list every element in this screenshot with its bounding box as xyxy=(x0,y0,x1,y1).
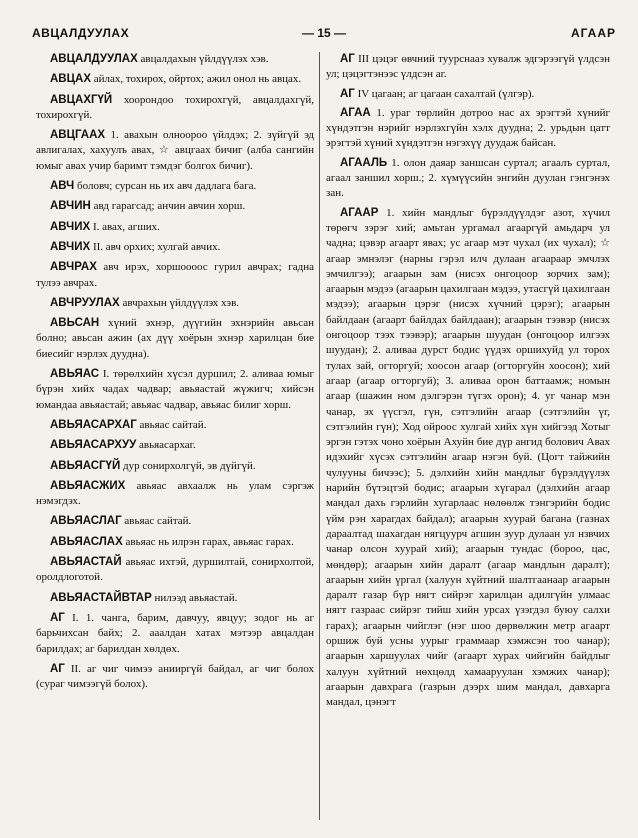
headword: АВЧРУУЛАХ xyxy=(50,296,120,309)
definition-text: II. авч орхих; хулгай авчих. xyxy=(90,240,221,253)
headword: АВЧ xyxy=(50,180,75,193)
definition-text: авьяас авхаалж нь улам сэргэж нэмэгдэх. xyxy=(36,479,314,508)
dictionary-entry xyxy=(36,128,314,174)
definition-text: авьяас ихтэй, дуршилтай, сонирхолтой, оролдлоготой. xyxy=(36,556,314,584)
headword: АВЦГААХ xyxy=(50,129,106,142)
headword: АГААЛЬ xyxy=(340,156,388,169)
dictionary-entry xyxy=(36,93,314,124)
headword: АВЬЯАСЛАГ xyxy=(50,515,122,528)
dictionary-entry xyxy=(36,662,314,693)
definition-text: хүний эхнэр, дүүгийн эхнэрийн авьсан болно; авьсан ажин (ах дүү хоёрын эхнэр харилцан бие биесийг нэрлэх дуудна). xyxy=(36,317,314,360)
column-divider xyxy=(319,52,320,820)
dictionary-entry xyxy=(36,199,314,214)
dictionary-entry xyxy=(36,611,314,657)
headword: АВЬЯАСЛАХ xyxy=(50,535,123,548)
dictionary-entry xyxy=(36,479,314,510)
headword: АВЬЯАСАРХУУ xyxy=(50,439,137,452)
definition-text: авч ирэх, хоршоооос гурил авчрах; гадна тулээ авчрах. xyxy=(36,261,314,289)
headword: АВЬЯАСГҮЙ xyxy=(50,459,121,472)
headword: АГАА xyxy=(340,106,371,119)
definition-text: авьяас нь илрэн гарах, авьяас гарах. xyxy=(122,535,294,548)
definition-text: дур сонирхолгүй, эв дүйгүй. xyxy=(120,459,256,472)
dictionary-entry xyxy=(36,459,314,474)
dictionary-entry xyxy=(326,52,610,83)
dictionary-entry xyxy=(36,52,314,67)
headword: АВЬСАН xyxy=(50,317,100,330)
dictionary-entry xyxy=(36,72,314,87)
page-header xyxy=(32,26,616,44)
definition-text: нилээд авьяастай. xyxy=(151,591,238,604)
definition-text: 1. олон даяар заншсан суртал; агаалъ суртал, агаал заншил хорш.; 2. хүмүүсийн энгийн дуулан гэнгэнэх зан. xyxy=(326,156,610,200)
headword: АВЬЯАСТАЙ xyxy=(50,556,122,569)
headword: АГ xyxy=(340,87,355,100)
headword: АГ xyxy=(50,662,65,675)
dictionary-entry xyxy=(36,514,314,529)
headword: АВЧИХ xyxy=(50,240,91,253)
dictionary-entry xyxy=(36,535,314,550)
dictionary-entry xyxy=(326,106,610,152)
headword: АГ xyxy=(340,53,355,65)
definition-text: III цэцэг өвчний туурснааз хувалж эдгэрээгүй үлдсэн ул; цэцэгтэнээс үлдсэн аг. xyxy=(326,53,610,81)
definition-text: хоорондоо тохирохгүй, авцалдахгүй, тохирохгүй. xyxy=(36,93,314,121)
left-column xyxy=(36,52,314,828)
definition-text: 1. авахын олноороо үйлдэх; 2. зүйгүй эд авлигалах, хахуулъ авах, ☆ авцгаах бичиг (алба сангийн юмыг авах учир баримт тэмдэг болгох бичиг). xyxy=(36,129,314,172)
dictionary-entry xyxy=(36,220,314,235)
definition-text: авьяас сайтай. xyxy=(121,515,192,528)
definition-text: I. авах, агших. xyxy=(90,220,160,233)
headword: АВЬЯАСАРХАГ xyxy=(50,418,137,431)
headword: АВЬЯАСЖИХ xyxy=(50,479,126,492)
headword: АВЧИХ xyxy=(50,220,91,233)
running-head-right: АГААР xyxy=(570,26,616,40)
headword: АВЬЯАС xyxy=(50,368,100,381)
dictionary-entry xyxy=(36,179,314,194)
dictionary-entry xyxy=(326,87,610,102)
headword: АВЦАХ xyxy=(50,73,91,86)
dictionary-entry xyxy=(36,240,314,255)
dictionary-entry xyxy=(36,418,314,433)
definition-text: авьяас сайтай. xyxy=(136,418,207,431)
dictionary-entry xyxy=(326,206,610,711)
headword: АГААР xyxy=(340,206,379,219)
definition-text: боловч; сурсан нь их авч дадлага бага. xyxy=(74,180,257,193)
definition-text: II. аг чиг чимээ анииргүй байдал, аг чиг болох (сураг чимээгүй болох). xyxy=(36,662,314,691)
headword: АВЦАЛДУУЛАХ xyxy=(50,53,138,65)
definition-text: IV цагаан; аг цагаан сахалтай (үлгэр). xyxy=(354,87,535,100)
definition-text: авьяасархаг. xyxy=(136,439,196,452)
definition-text: айлах, тохирох, ойртох; ажил онол нь авцах. xyxy=(91,73,302,86)
headword: АВЬЯАСТАЙВТАР xyxy=(50,591,152,604)
headword: АВЧИН xyxy=(50,200,91,213)
headword: АГ xyxy=(50,611,65,624)
dictionary-entry xyxy=(36,438,314,453)
dictionary-entry xyxy=(36,316,314,362)
dictionary-entry xyxy=(36,367,314,413)
dictionary-entry xyxy=(36,555,314,586)
definition-text: авцалдахын үйлдүүлэх хэв. xyxy=(137,53,269,65)
definition-text: I. төрөлхийн хүсэл дуршил; 2. аливаа юмыг бүрэн хийх чадах чадвар; авьяастай жүжигч; хийсэн юмандаа авьяастай; авьяас чадвар, авьяас билиг хорш. xyxy=(36,368,314,411)
headword: АВЦАХГҮЙ xyxy=(50,93,113,106)
definition-text: 1. ураг төрлийн дотроо нас ах эрэгтэй хүнийг хүндэтгэн нэрийг нэрлэхгүйн хэлх дуудна; 2. урьдын цатт эрэгтэй хүний хүндэтгэн нэгэхүү дуудаж байсан. xyxy=(326,106,610,150)
dictionary-entry xyxy=(326,156,610,202)
dictionary-entry xyxy=(36,591,314,606)
definition-text: I. 1. чанга, барим, давчуу, явцуу; зодог нь аг барьчихсан байх; 2. ааалдан хатах мэтээр авцалдан барилдах; аг барилдан хөлдөх. xyxy=(36,611,314,655)
running-head-left: АВЦАЛДУУЛАХ xyxy=(32,26,130,40)
dictionary-entry xyxy=(36,296,314,311)
page-number: — 15 — xyxy=(301,26,346,40)
right-column xyxy=(326,52,610,828)
definition-text: авд гарагсад; анчин авчин хорш. xyxy=(90,200,246,213)
headword: АВЧРАХ xyxy=(50,261,97,274)
definition-text: 1. хийн мандлыг бүрэлдүүлдэг азот, хүчил төрөгч зэрэг хий; амьтан ургамал агааргүй амьдарч ул чадна; цэвэр агаарт явах; ус агаар мэт чухал (их чухал); ☆ агаар эмнэлэг (нарны гэрэл илч дулаан агаараар эмчлэх эмчилгээ); агаарын зам (нисэх онгоцоор зорчих зам); агаарын мэдээ (агаарын цахилгаан мэдээ, утасгүй цахилгаан мэдээ); агаарын цэрэг (нисэх хүчний цэрэг); агаарын байлдаан (агаарт байлдах байлдаан); агаарын тээвэр (нисэх онгоцоор тээх тээвэр); агаарын шуудан (онгоцоор илгээх шуудан); 2. аливаа дурст бодис үүдэх оршихуйд ул торох тулах зай, огторгуй; хоосон агаар (огторгуйн хоосон); хий агаар (агаар огторгуй); 3. аливаа орон баттаамж; номын агаар (шажин ном дэлгэрэн түгэх орон); 4. уг чанар мэн чанар, эх үүсгэл, гүн, сэтгэлийн агаар (сэтгэлийн үг, сэтгэлийн гүн); Ход ойроос хулгай хийх хүн хийгээд Хотыг эргэн гэтэх чоно хоёрын Ахуйн бие дүр ангид болович Авах идэхийг хүсэх сэтгэлийн агаар нэгэн буй. (Цогт тайжийн чулууны бичээс); 5. дэлхийн хийн мандлыг бүрэлдүүлэх нарийн бүтэцтэй бодис; агаарын хүгарал (дэлхийн агаар мандал дахь гэрлийн хугарлаас нөлөөлж тэнгэрийн бодис үйм рэн харагдах байдал); агаарын хуурай баганa (газнах дараалтад шахагдан нягцуурч агшин зуур дулаан ул нзвчих чанар олсон хуурай хий); агаарын тундас (бороо, цас, мөндөр); агаарын хийн даралт (агаар мандлын даралт); агаарын хийн үргал (халуун хүйтний шалтгаанаар агаарын даралт газар бүр нягт сийрэг харилцан адилгүйн улмаас нягт газраас сийрэг тийш хийн урсах үзэгдэл буюу салхи гарах); агаарын чийглэг (нэг шоо дөрвөлжин метр агаарт оршиж буй усны уурыг граммаар хэмжсэн тоо чанар); агаарын харшуулах чийг (агаарт хурах чийгийн байдлыг халуун хүйтний нөхцөлд хамааруулан хэмжих чанар); агаарын давхрага (газрын дээрх шим мандал, давхарга мандал, цэнэгт xyxy=(326,206,610,709)
definition-text: авчрахын үйлдүүлэх хэв. xyxy=(119,296,240,309)
dictionary-entry xyxy=(36,260,314,291)
